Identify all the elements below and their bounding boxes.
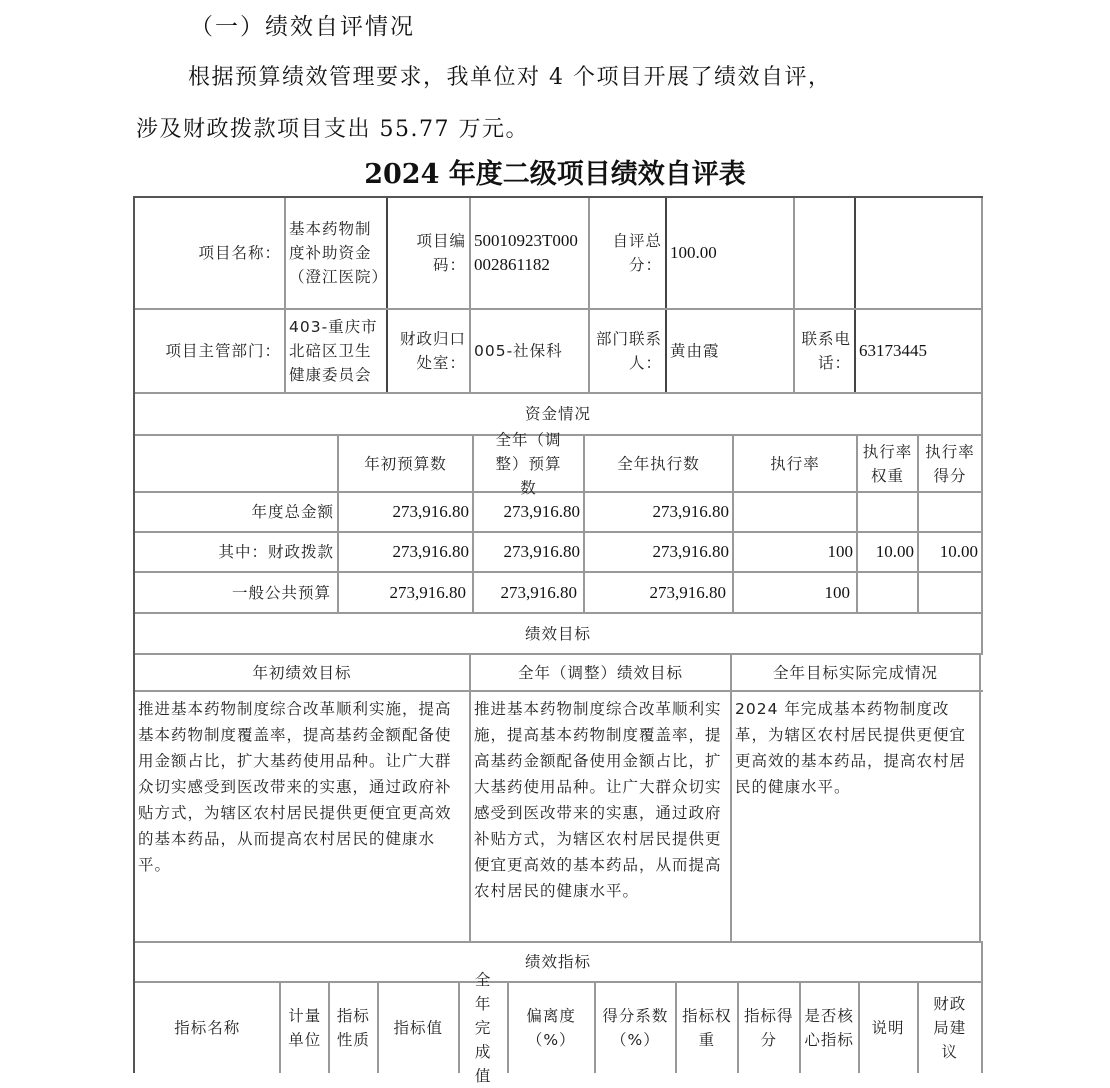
project-name-label: 项目名称：	[135, 198, 286, 308]
funds-header-rate-score: 执行率得分	[919, 436, 983, 491]
dept-label: 项目主管部门：	[135, 310, 286, 392]
funds-section-title: 资金情况	[135, 394, 983, 434]
intro-paragraph-line-1: 根据预算绩效管理要求，我单位对 4 个项目开展了绩效自评，	[188, 65, 832, 90]
goals-header-initial: 年初绩效目标	[135, 655, 471, 690]
funds-cell	[919, 573, 983, 612]
project-info-row-2	[135, 310, 983, 394]
goals-adjusted-text: 推进基本药物制度综合改革顺利实施，提高基本药物制度覆盖率，提高基药金额配备使用金额占比，扩大基药使用品种。让广大群众切实感受到医改带来的实惠，通过政府补贴方式，为辖区农村居民提供更便宜更高效的基本药品，从而提高农村居民的健康水平。	[471, 692, 732, 941]
funds-cell: 10.00	[858, 533, 919, 571]
goals-section-row	[135, 614, 983, 655]
funds-cell: 273,916.80	[474, 533, 585, 571]
funds-cell: 273,916.80	[474, 493, 585, 531]
funds-header-row	[135, 430, 983, 497]
funds-row-fiscal	[135, 533, 983, 573]
indicator-header-weight: 指标权重	[677, 983, 739, 1073]
project-info-row-1	[135, 198, 983, 310]
funds-row-label: 其中：财政拨款	[135, 533, 339, 571]
goals-header-adjusted: 全年（调整）绩效目标	[471, 655, 732, 690]
project-code-label: 项目编码：	[388, 198, 471, 308]
self-score-label: 自评总分：	[590, 198, 667, 308]
funds-cell: 273,916.80	[585, 493, 734, 531]
funds-header-rate-weight: 执行率权重	[858, 436, 919, 491]
indicator-header-note: 说明	[860, 983, 919, 1073]
funds-header-executed: 全年执行数	[585, 436, 734, 491]
indicator-header-name: 指标名称	[135, 983, 281, 1073]
indicator-header-unit: 计量单位	[281, 983, 330, 1073]
funds-cell: 273,916.80	[585, 533, 734, 571]
funds-cell: 10.00	[919, 533, 983, 571]
indicator-header-value: 指标值	[379, 983, 460, 1073]
funds-header-exec-rate: 执行率	[734, 436, 858, 491]
phone-value: 63173445	[856, 310, 983, 392]
funds-cell	[858, 493, 919, 531]
empty-cell	[856, 198, 983, 308]
project-name-value: 基本药物制度补助资金（澄江医院）	[286, 198, 388, 308]
funds-row-label: 一般公共预算	[135, 573, 339, 612]
indicator-header-core: 是否核心指标	[801, 983, 860, 1073]
dept-value: 403-重庆市北碚区卫生健康委员会	[286, 310, 388, 392]
finance-office-value: 005-社保科	[471, 310, 590, 392]
goals-section-title: 绩效目标	[135, 614, 983, 653]
funds-row-total	[135, 493, 983, 533]
funds-cell	[734, 493, 858, 531]
funds-row-general-budget	[135, 573, 983, 614]
goals-initial-text: 推进基本药物制度综合改革顺利实施，提高基本药物制度覆盖率，提高基药金额配备使用金额占比，扩大基药使用品种。让广大群众切实感受到医改带来的实惠，通过政府补贴方式，为辖区农村居民提供更便宜更高效的基本药品，从而提高农村居民的健康水平。	[135, 692, 471, 941]
funds-cell: 273,916.80	[339, 493, 474, 531]
goals-actual-text: 2024 年完成基本药物制度改革，为辖区农村居民提供更便宜更高效的基本药品，提高农村居民的健康水平。	[732, 692, 981, 941]
funds-header-adjusted-budget: 全年（调整）预算数	[474, 436, 585, 491]
indicator-header-score: 指标得分	[739, 983, 801, 1073]
indicators-section-row	[135, 943, 983, 983]
evaluation-table	[133, 196, 983, 1085]
indicator-header-coefficient: 得分系数（%）	[596, 983, 677, 1073]
goals-header-actual: 全年目标实际完成情况	[732, 655, 981, 690]
funds-cell	[919, 493, 983, 531]
empty-cell	[795, 198, 856, 308]
goals-content-row	[135, 692, 983, 943]
indicators-section-title: 绩效指标	[135, 943, 983, 981]
project-code-value: 50010923T000002861182	[471, 198, 590, 308]
finance-office-label: 财政归口处室：	[388, 310, 471, 392]
goals-header-row	[135, 655, 983, 692]
funds-cell: 273,916.80	[585, 573, 734, 612]
funds-cell: 100	[734, 533, 858, 571]
self-score-value: 100.00	[667, 198, 795, 308]
table-title: 2024 年度二级项目绩效自评表	[364, 159, 746, 190]
phone-label: 联系电话：	[795, 310, 856, 392]
intro-paragraph-line-2: 涉及财政拨款项目支出 55.77 万元。	[136, 117, 529, 142]
contact-person-label: 部门联系人：	[590, 310, 667, 392]
indicators-header-row	[135, 971, 983, 1085]
funds-row-label: 年度总金额	[135, 493, 339, 531]
contact-person-value: 黄由霞	[667, 310, 795, 392]
indicator-header-deviation: 偏离度（%）	[509, 983, 596, 1073]
funds-cell: 273,916.80	[339, 573, 474, 612]
funds-header-blank	[135, 436, 339, 491]
indicator-header-finance-advice: 财政局建议	[919, 983, 983, 1073]
funds-cell: 273,916.80	[474, 573, 585, 612]
funds-header-initial-budget: 年初预算数	[339, 436, 474, 491]
funds-cell	[858, 573, 919, 612]
funds-cell: 100	[734, 573, 858, 612]
funds-cell: 273,916.80	[339, 533, 474, 571]
indicator-header-actual: 全年完成值	[460, 983, 509, 1073]
section-heading: （一）绩效自评情况	[190, 14, 415, 40]
indicator-header-nature: 指标性质	[330, 983, 379, 1073]
